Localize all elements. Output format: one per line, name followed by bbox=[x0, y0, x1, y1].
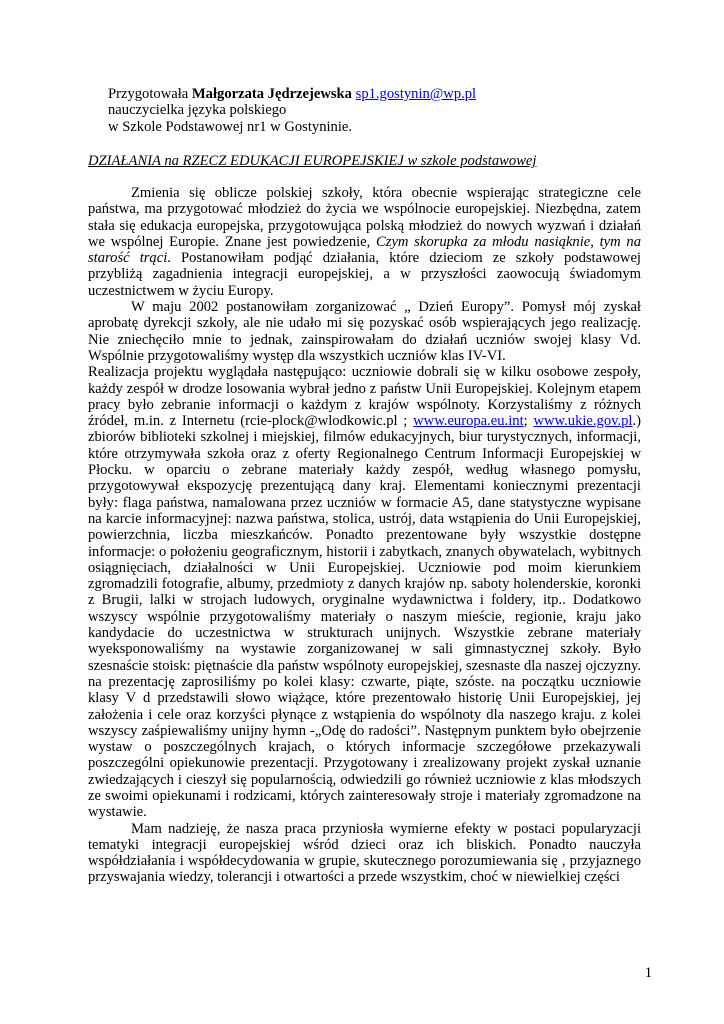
page-number: 1 bbox=[644, 965, 652, 981]
link-ukie[interactable]: www.ukie.gov.pl bbox=[533, 413, 633, 430]
author-name: Małgorzata Jędrzejewska bbox=[191, 86, 352, 102]
author-prefix: Przygotowała bbox=[108, 86, 189, 102]
link-separator: ; bbox=[523, 413, 534, 430]
paragraph-realization bbox=[88, 364, 641, 820]
author-school: w Szkole Podstawowej nr1 w Gostyninie. bbox=[108, 118, 353, 135]
paragraph-intro-text-a: Zmienia się oblicze polskiej szkoły, która obecnie wspierając strategiczne cele państwa, ma przygotować młodzież do życia we wspólnocie europejskiej. Niezbędna, zatem stała się edukacja europejska, przygotowująca polską młodzież do nowych wyzwań i działań we wspólnej Europie. Znane jest powiedzenie, bbox=[88, 185, 641, 250]
paragraph-realization-text-a: Realizacja projektu wyglądała następująco: uczniowie dobrali się w kilku osobowe zespoły, każdy zespół w drodze losowania wybrał jedno z państw Unii Europejskiej. Kolejnym etapem pracy było zebranie informacji o każdym z krajów wspólnoty. Korzystaliśmy z różnych źródeł, m.in. z Internetu (rcie-plock@wlodkowic.pl ; bbox=[88, 364, 641, 430]
author-line bbox=[88, 86, 641, 102]
author-email-link[interactable]: sp1.gostynin@wp.pl bbox=[355, 86, 477, 102]
link-europa[interactable]: www.europa.eu.int bbox=[413, 413, 524, 430]
document-heading: DZIAŁANIA na RZECZ EDUKACJI EUROPEJSKIEJ w szkole podstawowej bbox=[88, 153, 537, 169]
paragraph-intro bbox=[88, 185, 641, 299]
author-role: nauczycielka języka polskiego bbox=[108, 102, 287, 119]
paragraph-realization-text-b: .) zbiorów biblioteki szkolnej i miejskiej, filmów edukacyjnych, biur turystycznych, informacji, które otrzymywała szkoła oraz z oferty Regionalnego Centrum Informacji Europejskiej w Płocku. w oparciu o zebrane materiały każdy zespół, według własnego pomysłu, przygotowywał ekspozycję prezentującą dany kraj. Elementami koniecznymi prezentacji były: flaga państwa, namalowana przez uczniów w formacie A5, dane statystyczne wypisane na karcie informacyjnej: nazwa państwa, stolica, ustrój, data wstąpienia do Unii Europejskiej, powierzchnia, liczba mieszkańców. Ponadto prezentowane były wszystkie dostępne informacje: o położeniu geograficznym, historii i zabytkach, znanych obywatelach, wybitnych osiągnięciach, działalności w Unii Europejskiej. Uczniowie pod moim kierunkiem zgromadzili fotografie, albumy, przedmioty z danych krajów np. saboty holenderskie, koronki z Brugii, lalki w strojach ludowych, oryginalne wydawnictwa i foldery, itp.. Dodatkowo wszyscy wspólnie przygotowaliśmy materiały o naszym mieście, regionie, kraju jako kandydacie do uczestnictwa w strukturach unijnych. Wszystkie zebrane materiały wyeksponowaliśmy na wystawie zorganizowanej w sali gimnastycznej szkoły. Było szesnaście stoisk: piętnaście dla państw wspólnoty europejskiej, szesnaste dla naszej ojczyzny. na prezentację zaprosiliśmy po kolei klasy: czwarte, piąte, szóste. na początku uczniowie klasy V d przedstawili słowo wiążące, które prezentowało historię Unii Europejskiej, jej założenia i cele oraz korzyści płynące z wstąpienia do wspólnoty dla naszego kraju. z kolei wszyscy zaśpiewaliśmy unijny hymn -„Odę do radości”. Następnym punktem było obejrzenie wystaw o poszczególnych krajach, o których informacje szczegółowe przekazywali poszczególni opiekunowie prezentacji. Przygotowany i zrealizowany projekt zyskał uznanie zwiedzających i cieszył się popularnością, odwiedzili go również uczniowie z klas młodszych ze swoimi opiekunami i rodzicami, których zainteresowały stroje i materiały zgromadzone na wystawie. bbox=[88, 413, 642, 821]
paragraph-intro-text-b: . Postanowiłam podjąć działania, które dzieciom ze szkoły podstawowej przybliżą zagadnienia integracji europejskiej, a w przyszłości zaowocują świadomym uczestnictwem w życiu Europy. bbox=[88, 250, 641, 299]
author-block bbox=[88, 86, 641, 135]
paragraph-plan: W maju 2002 postanowiłam zorganizować „ Dzień Europy”. Pomysł mój zyskał aprobatę dyrekcji szkoły, ale nie udało mi się pozyskać osób wspierających jego realizację. Nie zniechęciło mnie to jednak, zainspirowałam do działań uczniów swojej klasy Vd. Wspólnie przygotowaliśmy występ dla wszystkich uczniów klas IV-VI. bbox=[88, 299, 641, 364]
proverb-quote: Czym skorupka za młodu nasiąknie, tym na starość trąci bbox=[88, 233, 642, 267]
document-body bbox=[88, 185, 641, 886]
paragraph-conclusion: Mam nadzieję, że nasza praca przyniosła wymierne efekty w postaci popularyzacji tematyki integracji europejskiej wśród dzieci oraz ich bliskich. Ponadto nauczyła współdziałania i współdecydowania w grupie, skutecznego porozumiewania się , przyjaznego przyswajania wiedzy, tolerancji i otwartości a przede wszystkim, choć w niewielkiej części bbox=[88, 820, 641, 886]
